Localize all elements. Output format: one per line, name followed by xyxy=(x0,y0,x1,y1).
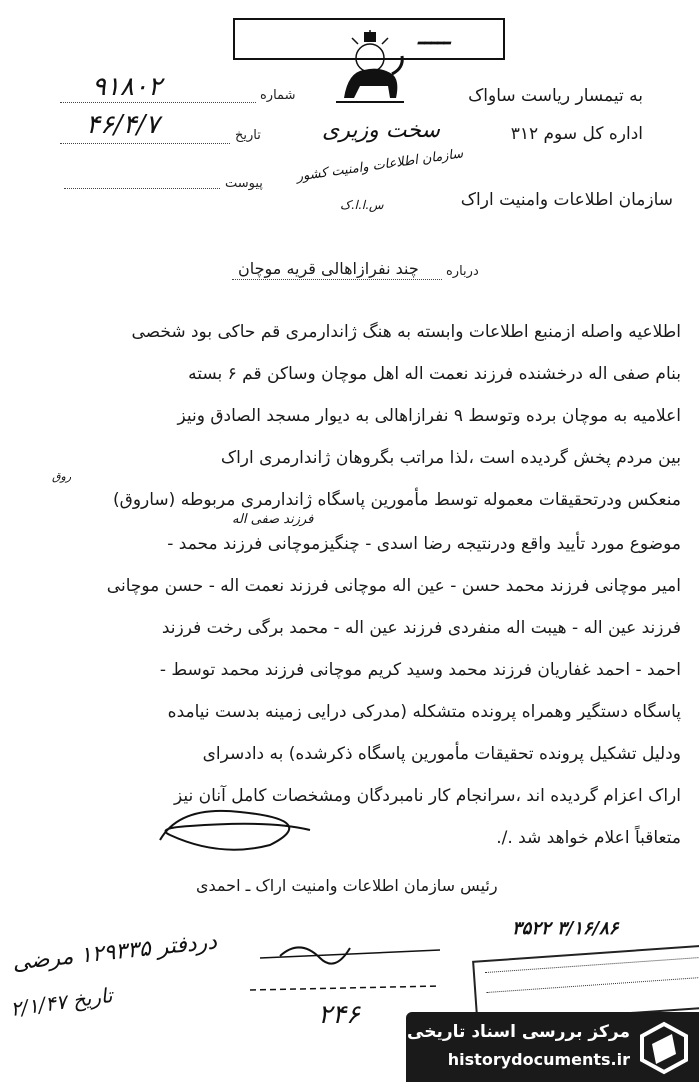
about-dots xyxy=(232,279,442,280)
peyvast-label: پیوست xyxy=(225,176,263,191)
interlinear-note: فرزند صفی اله xyxy=(232,512,314,527)
body-line-13: متعاقباً اعلام خواهد شد ./. xyxy=(496,828,681,848)
body-line-7: امیر موچانی فرزند محمد حسن - عین اله موچانی فرزند نعمت اله - حسن موچانی xyxy=(106,576,681,596)
tarikh-value: ۴۶/۴/۷ xyxy=(86,110,160,140)
body-line-1: اطلاعیه واصله ازمنبع اطلاعات وابسته به هنگ ژاندارمری قم حاکی بود شخصی xyxy=(131,322,681,342)
date-note: تاریخ ۲/۱/۴۷ xyxy=(8,982,114,1022)
signature-title: رئیس سازمان اطلاعات وامنیت اراک ـ احمدی xyxy=(196,876,498,895)
stamp-signature-top: سخت وزیری xyxy=(322,118,440,143)
department-line: اداره کل سوم ۳۱۲ xyxy=(510,124,643,144)
sender-line: سازمان اطلاعات وامنیت اراک xyxy=(460,190,673,210)
interlinear-note-2: روق xyxy=(52,470,72,483)
peyvast-dots xyxy=(64,188,220,189)
shomareh-value: ۹۱۸۰۲ xyxy=(92,72,162,102)
recipient-line: به تیمسار ریاست ساواک xyxy=(468,86,643,106)
body-line-10: پاسگاه دستگیر وهمراه پرونده متشکله (مدرکی درایی زمینه بدست نیامده xyxy=(167,702,681,722)
body-line-11: ودلیل تشکیل پرونده تحقیقات مأمورین پاسگاه ذکرشده) به دادسرای xyxy=(202,744,681,764)
signature-scribble xyxy=(150,800,330,860)
body-line-12: اراک اعزام گردیده اند ،سرانجام کار نامبردگان ومشخصات کامل آنان نیز xyxy=(174,786,681,806)
stamp-number: ۳/۱۶/۸۶ ۳۵۲۲ xyxy=(512,918,619,939)
stamp-signature-sub: س.ا.ا.ک xyxy=(340,198,384,212)
body-line-5: منعکس ودرتحقیقات معموله توسط مأمورین پاسگاه ژاندارمری مربوطه (ساروق) xyxy=(113,490,681,510)
tarikh-dots xyxy=(60,143,230,144)
shomareh-dots xyxy=(60,102,256,103)
lion-and-sun-emblem xyxy=(330,28,410,110)
stamp-scribble: ـــــ xyxy=(418,24,451,50)
received-note: دردفتر ۱۲۹۳۳۵ مرضی xyxy=(11,929,219,976)
watermark-url: historydocuments.ir xyxy=(447,1050,630,1069)
about-label: درباره xyxy=(446,264,479,279)
body-line-4: بین مردم پخش گردیده است ،لذا مراتب بگروهان ژاندارمری اراک xyxy=(220,448,681,468)
body-line-3: اعلامیه به موچان برده وتوسط ۹ نفرازاهالی به دیوار مسجد الصادق ونیز xyxy=(177,406,681,426)
margin-number: ۲۴۶ xyxy=(318,1000,360,1030)
shomareh-label: شماره xyxy=(260,88,296,103)
archive-logo-icon xyxy=(636,1020,692,1076)
watermark-title: مرکز بررسی اسناد تاریخی xyxy=(407,1022,630,1042)
tarikh-label: تاریخ xyxy=(235,128,261,143)
stamp-signature-middle: سازمان اطلاعات وامنیت کشور xyxy=(295,146,465,185)
body-line-9: احمد - احمد غفاریان فرزند محمد وسید کریم موچانی فرزند محمد توسط - xyxy=(159,660,681,680)
watermark-logo xyxy=(406,1012,699,1082)
about-value: چند نفرازاهالی قریه موچان xyxy=(238,259,419,278)
body-line-2: بنام صفی اله درخشنده فرزند نعمت اله اهل موچان وساکن قم ۶ بسته xyxy=(188,364,681,384)
body-line-8: فرزند عین اله - هیبت اله منفردی فرزند عین اله - محمد برگی رخت فرزند xyxy=(161,618,681,638)
body-line-6: موضوع مورد تأیید واقع ودرنتیجه رضا اسدی - چنگیزموچانی فرزند محمد - xyxy=(167,534,681,554)
